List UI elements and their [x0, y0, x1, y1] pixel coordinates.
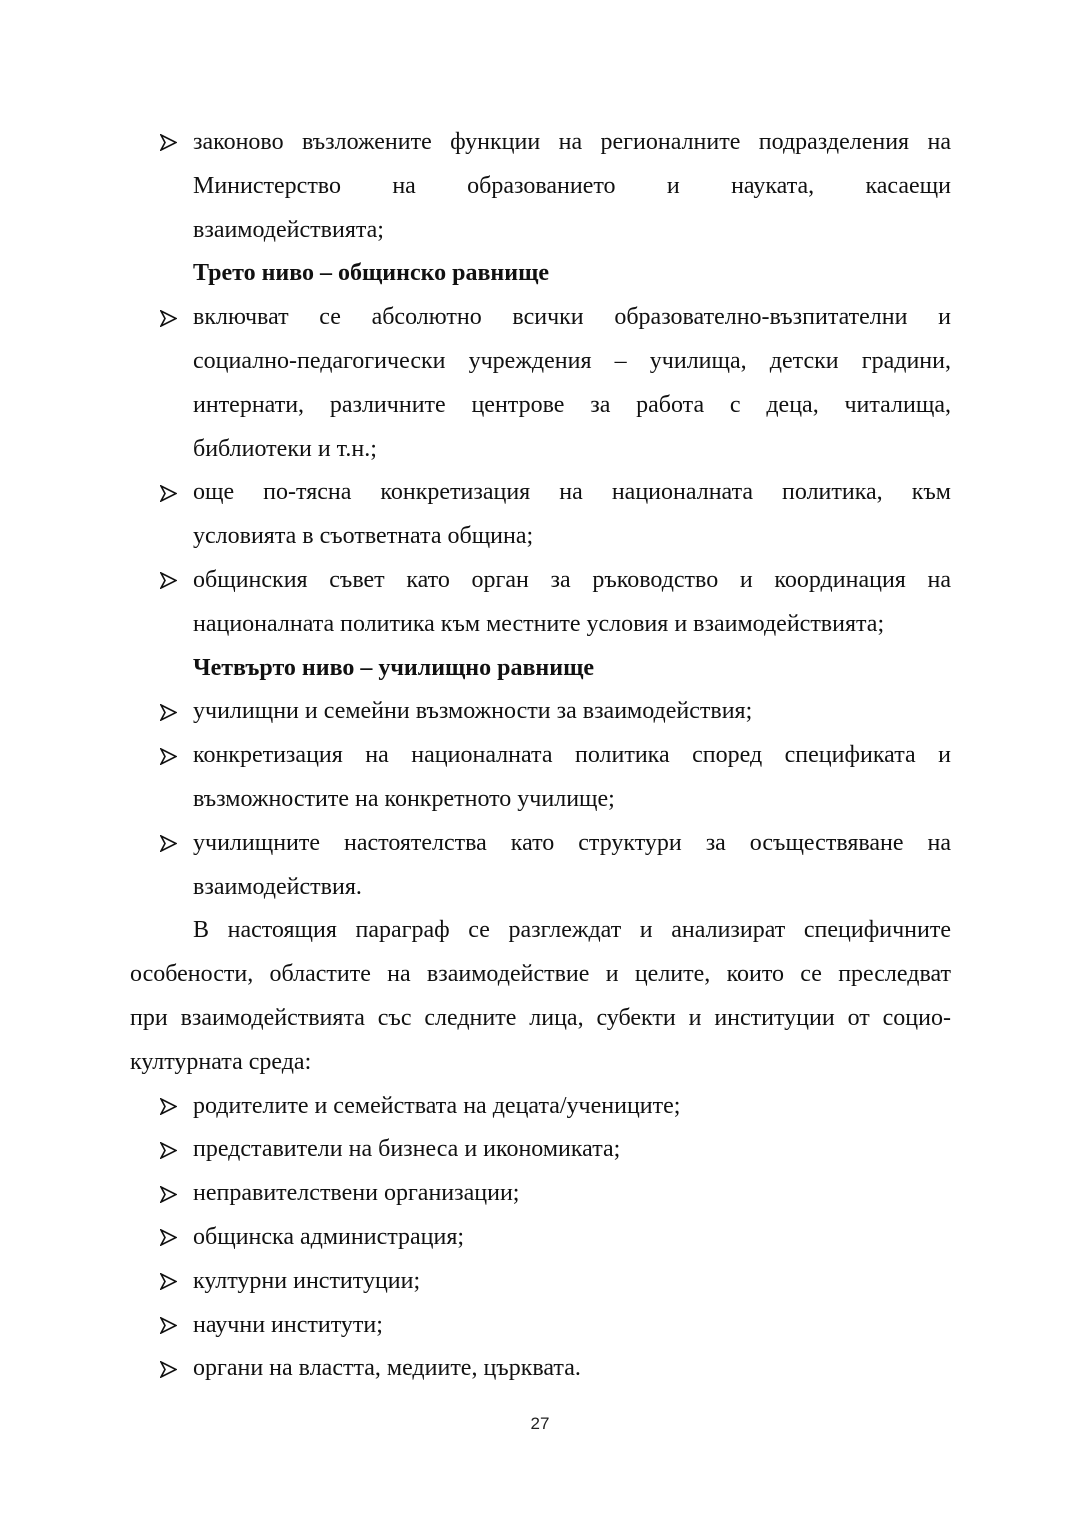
arrowhead-bullet-icon — [160, 822, 184, 866]
list-item-line: общинския съвет като орган за ръководство и координация на — [193, 566, 951, 593]
list-item-line: училищните настоятелства като структури за осъществяване на — [193, 829, 951, 856]
list-item-line: научни институти; — [193, 1311, 383, 1338]
list-item — [130, 1128, 951, 1172]
list-item — [130, 121, 951, 252]
list-item-line: библиотеки и т.н.; — [193, 435, 377, 462]
list-item — [130, 471, 951, 559]
section-heading: Трето ниво – общинско равнище — [193, 260, 549, 287]
arrowhead-bullet-icon — [160, 1128, 184, 1172]
arrowhead-bullet-icon — [160, 1304, 184, 1348]
list-item-line: конкретизация на националната политика според спецификата и — [193, 742, 951, 769]
list-item — [130, 822, 951, 910]
arrowhead-bullet-icon — [160, 690, 184, 734]
list-item-line: интернати, различните центрове за работа с деца, читалища, — [193, 391, 951, 418]
paragraph-line: В настоящия параграф се разглеждат и анализират специфичните — [193, 917, 951, 944]
arrowhead-bullet-icon — [160, 1085, 184, 1129]
list-item-line: културни институции; — [193, 1267, 421, 1294]
document-page — [130, 121, 951, 1391]
list-item-line: органи на властта, медиите, църквата. — [193, 1355, 581, 1382]
list-item — [130, 296, 951, 471]
list-item-line: взаимодействия. — [193, 873, 362, 900]
list-item — [130, 1172, 951, 1216]
list-item-line: неправителствени организации; — [193, 1180, 520, 1207]
list-item-line: законово възложените функции на регионалните подразделения на — [193, 129, 951, 155]
section-heading: Четвърто ниво – училищно равнище — [193, 654, 594, 681]
list-item-line: училищни и семейни възможности за взаимодействия; — [193, 698, 753, 725]
list-item-line: още по-тясна конкретизация на националната политика, към — [193, 479, 951, 506]
page-number: 27 — [530, 1414, 550, 1433]
list-item-line: социално-педагогически учреждения – училища, детски градини, — [193, 347, 951, 374]
list-item-line: взаимодействията; — [193, 216, 384, 243]
list-item-line: възможностите на конкретното училище; — [193, 785, 615, 812]
list-item-line: включват се абсолютно всички образователно-възпитателни и — [193, 304, 951, 331]
arrowhead-bullet-icon — [160, 559, 184, 603]
arrowhead-bullet-icon — [160, 296, 184, 340]
list-item-line: общинска администрация; — [193, 1223, 465, 1250]
list-item — [130, 1304, 951, 1348]
list-item-line: представители на бизнеса и икономиката; — [193, 1136, 621, 1163]
body-paragraph — [130, 909, 951, 1084]
list-item — [130, 1347, 951, 1391]
list-item — [130, 734, 951, 822]
list-item — [130, 1216, 951, 1260]
arrowhead-bullet-icon — [160, 121, 184, 165]
list-item-line: родителите и семействата на децата/учениците; — [193, 1092, 681, 1119]
paragraph-line: при взаимодействията със следните лица, субекти и институции от социо- — [130, 1004, 951, 1031]
paragraph-line: особености, областите на взаимодействие и целите, които се преследват — [130, 961, 951, 988]
list-item-line: националната политика към местните условия и взаимодействията; — [193, 610, 885, 637]
arrowhead-bullet-icon — [160, 1172, 184, 1216]
list-item — [130, 690, 951, 734]
arrowhead-bullet-icon — [160, 1216, 184, 1260]
list-item — [130, 1260, 951, 1304]
arrowhead-bullet-icon — [160, 1260, 184, 1304]
arrowhead-bullet-icon — [160, 471, 184, 515]
list-item — [130, 1085, 951, 1129]
list-item-line: Министерство на образованието и науката, касаещи — [193, 172, 951, 199]
arrowhead-bullet-icon — [160, 1347, 184, 1391]
list-item-line: условията в съответната община; — [193, 523, 534, 550]
paragraph-line: културната среда: — [130, 1048, 312, 1075]
arrowhead-bullet-icon — [160, 734, 184, 778]
list-item — [130, 559, 951, 647]
